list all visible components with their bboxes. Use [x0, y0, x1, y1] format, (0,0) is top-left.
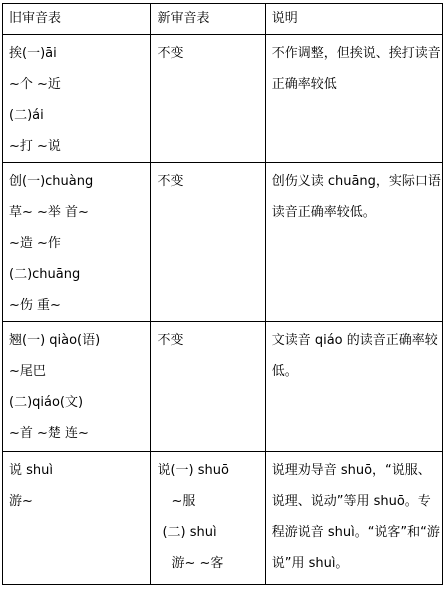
- table-row: [3, 452, 443, 585]
- new-entry-line: 游~ ~客: [171, 556, 224, 571]
- old-entry-line: (二)chuāng: [9, 267, 81, 282]
- old-entry-line: 草~ ~举 首~: [9, 205, 89, 220]
- explanation-cell: [265, 452, 442, 585]
- old-entry-line: ~伤 重~: [9, 298, 61, 313]
- old-entry-line: 翘(一) qiào(语): [9, 333, 101, 348]
- explanation-text: 文读音 qiáo 的读音正确率较低。: [271, 333, 438, 379]
- explanation-cell: [265, 35, 442, 163]
- new-entry-line: 不变: [157, 333, 184, 348]
- new-entry-line: 说(一) shuō: [157, 463, 229, 478]
- explanation-text: 不作调整，但挨说、挨打读音正确率较低: [271, 46, 441, 92]
- explanation-text: 说理劝导音 shuō，“说服、说理、说动”等用 shuō。专程游说音 shuì。“说客”和“游说”用 shuì。: [271, 463, 440, 571]
- new-entry-line: 不变: [157, 174, 184, 189]
- old-entry-line: ~个 ~近: [9, 77, 61, 92]
- old-entry-line: ~首 ~楚 连~: [9, 426, 89, 441]
- explanation-cell: [265, 322, 442, 452]
- old-entry-cell: [3, 163, 151, 322]
- old-entry-line: (二)ái: [9, 108, 44, 123]
- table-row: [3, 35, 443, 163]
- new-entry-line: ~服: [171, 494, 196, 509]
- old-entry-line: 游~: [9, 494, 33, 509]
- header-explanation: 说明: [265, 4, 442, 35]
- table-row: [3, 322, 443, 452]
- old-entry-line: ~尾巴: [9, 364, 46, 379]
- new-entry-cell: [151, 452, 265, 585]
- pronunciation-table: [2, 3, 443, 585]
- old-entry-cell: [3, 322, 151, 452]
- new-entry-line: 不变: [157, 46, 184, 61]
- new-entry-cell: [151, 35, 265, 163]
- header-row: [3, 4, 443, 35]
- old-entry-line: 说 shuì: [9, 463, 53, 478]
- old-entry-line: (二)qiáo(文): [9, 395, 84, 410]
- old-entry-line: ~打 ~说: [9, 139, 61, 154]
- new-entry-cell: [151, 322, 265, 452]
- old-entry-cell: [3, 35, 151, 163]
- header-old-table: 旧审音表: [3, 4, 151, 35]
- table-row: [3, 163, 443, 322]
- old-entry-cell: [3, 452, 151, 585]
- old-entry-line: ~造 ~作: [9, 236, 61, 251]
- header-new-table: 新审音表: [151, 4, 265, 35]
- new-entry-cell: [151, 163, 265, 322]
- old-entry-line: 创(一)chuàng: [9, 174, 94, 189]
- explanation-cell: [265, 163, 442, 322]
- old-entry-line: 挨(一)āi: [9, 46, 57, 61]
- explanation-text: 创伤义读 chuāng，实际口语读音正确率较低。: [271, 174, 441, 220]
- new-entry-line: (二) shuì: [162, 525, 217, 540]
